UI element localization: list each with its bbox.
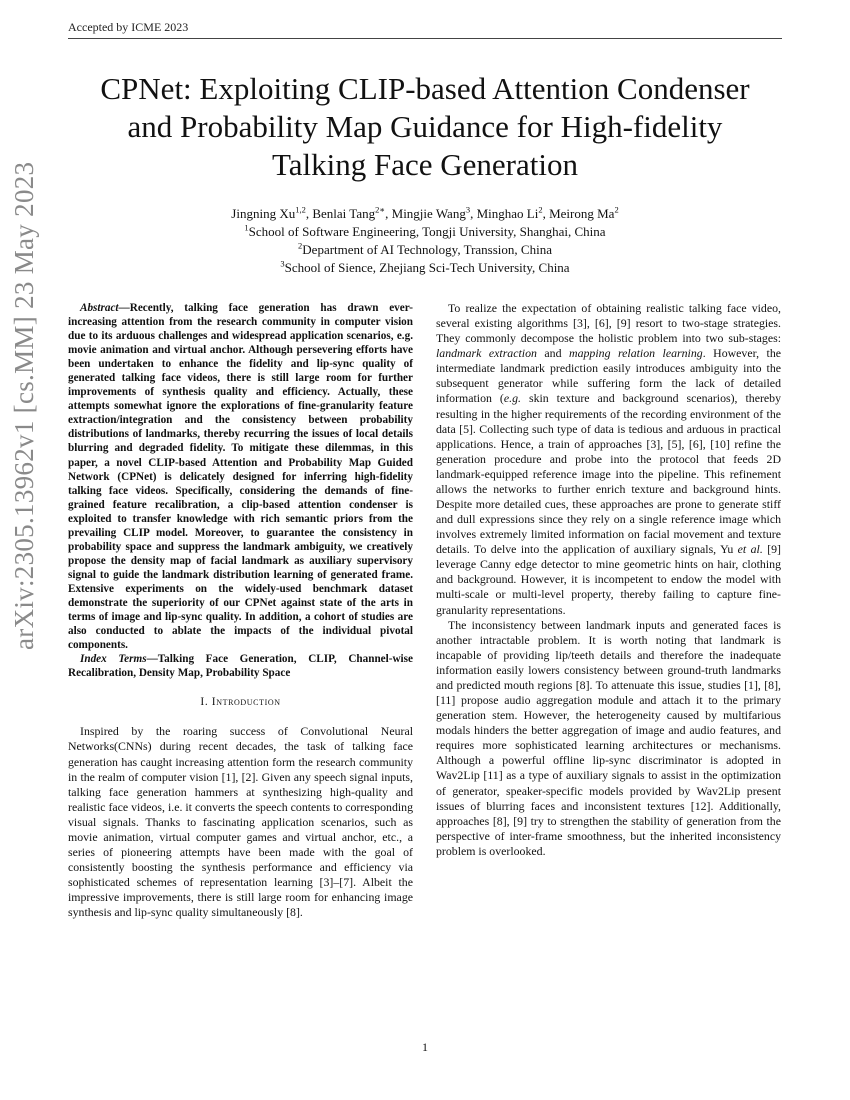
italic-term: et al. [737,542,763,557]
title-line-2: and Probability Map Guidance for High-fidelity [127,109,723,144]
text-run: [9] leverage Canny edge detector to mine geometric hints on hair, clothing and background. However, it is incompetent to endow the model with multi-scale or multi-level property, thereby failing to capture fine-granularity representations. [436,542,782,617]
text-run: skin texture and background scenarios), thereby resulting in the higher requirements of the recording environment of the data [5]. Collecting such type of data is tedious and arduous in practical applications. Hence, a train of approaches [3], [5], [6], [10] refine the generation procedure and probe into the protocol that feeds 2D landmark-equipped reference image into the pipeline. This refinement allows the networks to further enrich texture and background hints. Despite more detailed cues, these approaches are prone to generate stiff and dull expressions since they rely on a single reference image which involves extremely limited information on facial movement and texture details. To delve into the application of auxiliary signals, Yu [436,391,782,557]
left-column [68,301,413,920]
text-run: To realize the expectation of obtaining realistic talking face video, several existing algorithms [3], [6], [9] resort to two-stage strategies. They commonly decompose the holistic problem into two sub-stages: [436,301,781,346]
venue-note: Accepted by ICME 2023 [68,20,189,34]
affiliation-1 [80,223,770,241]
affil-text: Department of AI Technology, Transsion, China [302,242,552,257]
author-name: Benlai Tang [312,206,376,221]
page-number: 1 [422,1040,428,1054]
arxiv-stamp: arXiv:2305.13962v1 [cs.MM] 23 May 2023 [9,161,39,650]
author-sup: 2 [614,204,619,215]
text-run: and [536,346,570,361]
title-line-1: CPNet: Exploiting CLIP-based Attention Condenser [100,71,750,106]
affiliation-2 [80,241,770,259]
paper-title [50,70,800,184]
author-name: Minghao Li [476,206,539,221]
section-title: Introduction [211,696,281,709]
author-sup: 3 [465,204,471,215]
author-list: Jingning Xu$^{1,2}$, Benlai Tang$^{2∗}$, Mingjie Wang$^3$, Minghao Li$^2$, Meirong Ma$^2$ [231,204,619,221]
intro-paragraph-1: Inspired by the roaring success of Convolutional Neural Networks(CNNs) during recent decades, the task of talking face generation has caught increasing attention form the research community in the realm of computer vision [1], [2]. Given any speech signal inputs, talking face generation hammers at synthesizing high-quality and realistic face videos, i.e. it converts the speech contents to corresponding visual signals. Thanks to fascinating application scenarios, such as movie animation, virtual computer games and virtual anchor, etc., a series of pioneering attempts have been made with the goal of consistently boosting the synthesis performance and efficiency via sophisticated schemes of representation learning [3]–[7]. Albeit the impressive improvements, there is still large room for enhancing image synthesis and lip-sync quality simultaneously [8]. [68,724,413,920]
author-block [80,205,770,277]
section-number: I. [200,696,212,709]
author-name: Meirong Ma [549,206,615,221]
index-terms-lead: Index Terms [80,653,147,666]
right-column [436,301,781,859]
italic-term: mapping relation learning [569,346,703,361]
affil-text: School of Software Engineering, Tongji University, Shanghai, China [248,224,606,239]
author-sup: 2∗ [375,204,386,215]
affil-sup: 3 [280,258,285,269]
author-sup: 1,2 [295,204,306,215]
italic-term: landmark extraction [436,346,537,361]
intro-paragraph-2 [436,301,781,618]
italic-term: e.g. [503,391,521,406]
index-terms [68,652,413,680]
affil-sup: 2 [298,240,303,251]
header-rule [68,38,782,39]
section-heading [68,695,413,710]
affil-sup: 1 [244,222,249,233]
abstract-lead: Abstract [80,302,119,314]
affil-text: School of Sience, Zhejiang Sci-Tech University, China [284,260,570,275]
author-name: Jingning Xu [231,206,296,221]
title-line-3: Talking Face Generation [272,147,578,182]
author-sup: 2 [538,204,543,215]
abstract [68,301,413,652]
abstract-text: —Recently, talking face generation has drawn ever-increasing attention from the research community in computer vision due to its arduous challenges and widespread application scenarios, e.g. movie animation and virtual anchor. Although persevering efforts have been undertaken to enhance the fidelity and lip-sync quality of generated talking face videos, there is still large room for further improvements of synthesis quality and efficiency. Actually, these attempts somewhat ignore the explorations of fine-granularity feature extraction/integration and the consistency between probability distributions of landmarks, thereby recurring the issues of local details blurring and degraded fidelity. To mitigate these dilemmas, in this paper, a novel CLIP-based Attention and Probability Map Guided Network (CPNet) is delicately designed for inferring high-fidelity talking face videos. Specifically, considering the demands of fine-grained feature recalibration, a clip-based attention condenser is exploited to transfer knowledge with rich semantic priors from the prevailing CLIP model. Moreover, to guarantee the consistency in probability space and suppress the landmark ambiguity, we creatively propose the density map of facial landmark as auxiliary supervisory signal to guide the landmark distribution learning of generated frame. Extensive experiments on the widely-used benchmark dataset demonstrate the superiority of our CPNet against state of the arts in terms of image and lip-sync quality. In addition, a cohort of studies are also conducted to ablate the impacts of the individual pivotal components. [68,302,413,652]
index-terms-text: —Talking Face Generation, CLIP, Channel-wise Recalibration, Density Map, Probability Space [68,653,413,680]
author-name: Mingjie Wang [391,206,466,221]
intro-paragraph-3: The inconsistency between landmark inputs and generated faces is another intractable problem. It is worth noting that landmark is incapable of providing lip/teeth details and therefore the inadequate information easily lowers consistency between ground-truth landmarks and predicted mouth regions [8]. To attenuate this issue, studies [1], [8], [11] propose audio aggregation module and attach it to the primary generation stem. However, the heterogeneity caused by multifarious modals hinders the better aggregation of image and audio features, and requires more sophisticated learning architectures or mechanisms. Although a powerful offline lip-sync discriminator is adopted in Wav2Lip [11] as a type of auxiliary signals to assist in the optimization of generator, speaker-specific models provided by Wav2Lip present issues of blurring faces and inconsistent textures [12]. Additionally, approaches [8], [9] try to strengthen the stability of generation from the perspective of inter-frame smoothness, but the inherited inconsistency problem is overlooked. [436,617,781,858]
text-run: . However, the intermediate landmark prediction easily introduces ambiguity into the subsequent generator while suffering form the lack of detailed information ( [436,346,782,406]
affiliation-3 [80,259,770,277]
